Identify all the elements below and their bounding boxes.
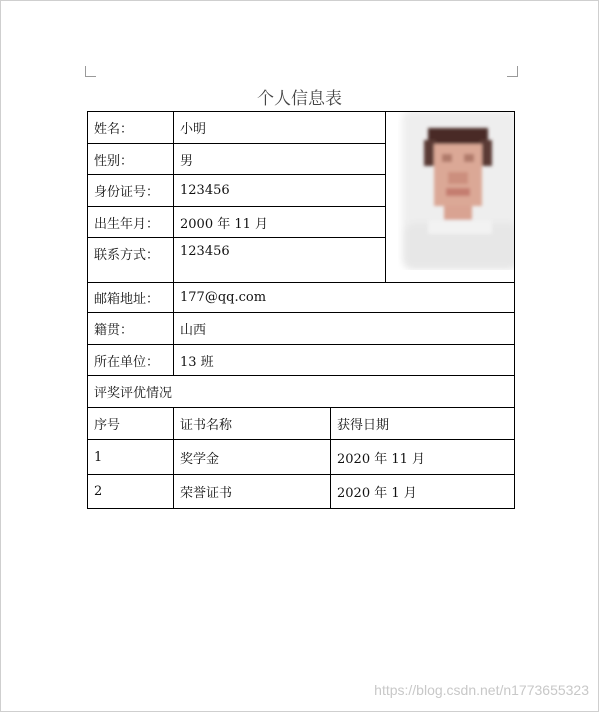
table-row [88,345,515,376]
name-value[interactable]: 小明 [174,112,386,144]
award-name[interactable]: 奖学金 [174,440,331,475]
table-row [88,376,515,408]
award-date[interactable]: 2020 年 1 月 [331,475,515,509]
photo-cell [386,112,515,283]
table-row [88,283,515,313]
origin-label: 籍贯： [88,313,174,345]
id-number-value[interactable]: 123456 [174,175,386,207]
personal-info-table [87,111,515,509]
birth-value[interactable]: 2000 年 11 月 [174,207,386,238]
unit-value[interactable]: 13 班 [174,345,515,376]
email-label: 邮箱地址： [88,283,174,313]
award-date[interactable]: 2020 年 11 月 [331,440,515,475]
id-photo-icon [398,112,515,271]
margin-corner-mark [85,66,96,77]
document-title: 个人信息表 [257,89,342,109]
awards-row [88,440,515,475]
awards-section-title: 评奖评优情况 [88,376,515,408]
phone-label: 联系方式： [88,238,174,283]
phone-value[interactable]: 123456 [174,238,386,283]
awards-header-row [88,408,515,440]
name-label: 姓名： [88,112,174,144]
gender-value[interactable]: 男 [174,144,386,175]
awards-header-index: 序号 [88,408,174,440]
awards-header-date: 获得日期 [331,408,515,440]
id-number-label: 身份证号： [88,175,174,207]
table-row [88,112,515,144]
table-row [88,313,515,345]
gender-label: 性别： [88,144,174,175]
unit-label: 所在单位： [88,345,174,376]
email-value[interactable]: 177@qq.com [174,283,515,313]
award-index[interactable]: 2 [88,475,174,509]
birth-label: 出生年月： [88,207,174,238]
origin-value[interactable]: 山西 [174,313,515,345]
awards-header-name: 证书名称 [174,408,331,440]
watermark: https://blog.csdn.net/n1773655323 [374,682,589,698]
award-name[interactable]: 荣誉证书 [174,475,331,509]
awards-row [88,475,515,509]
award-index[interactable]: 1 [88,440,174,475]
margin-corner-mark [507,66,518,77]
